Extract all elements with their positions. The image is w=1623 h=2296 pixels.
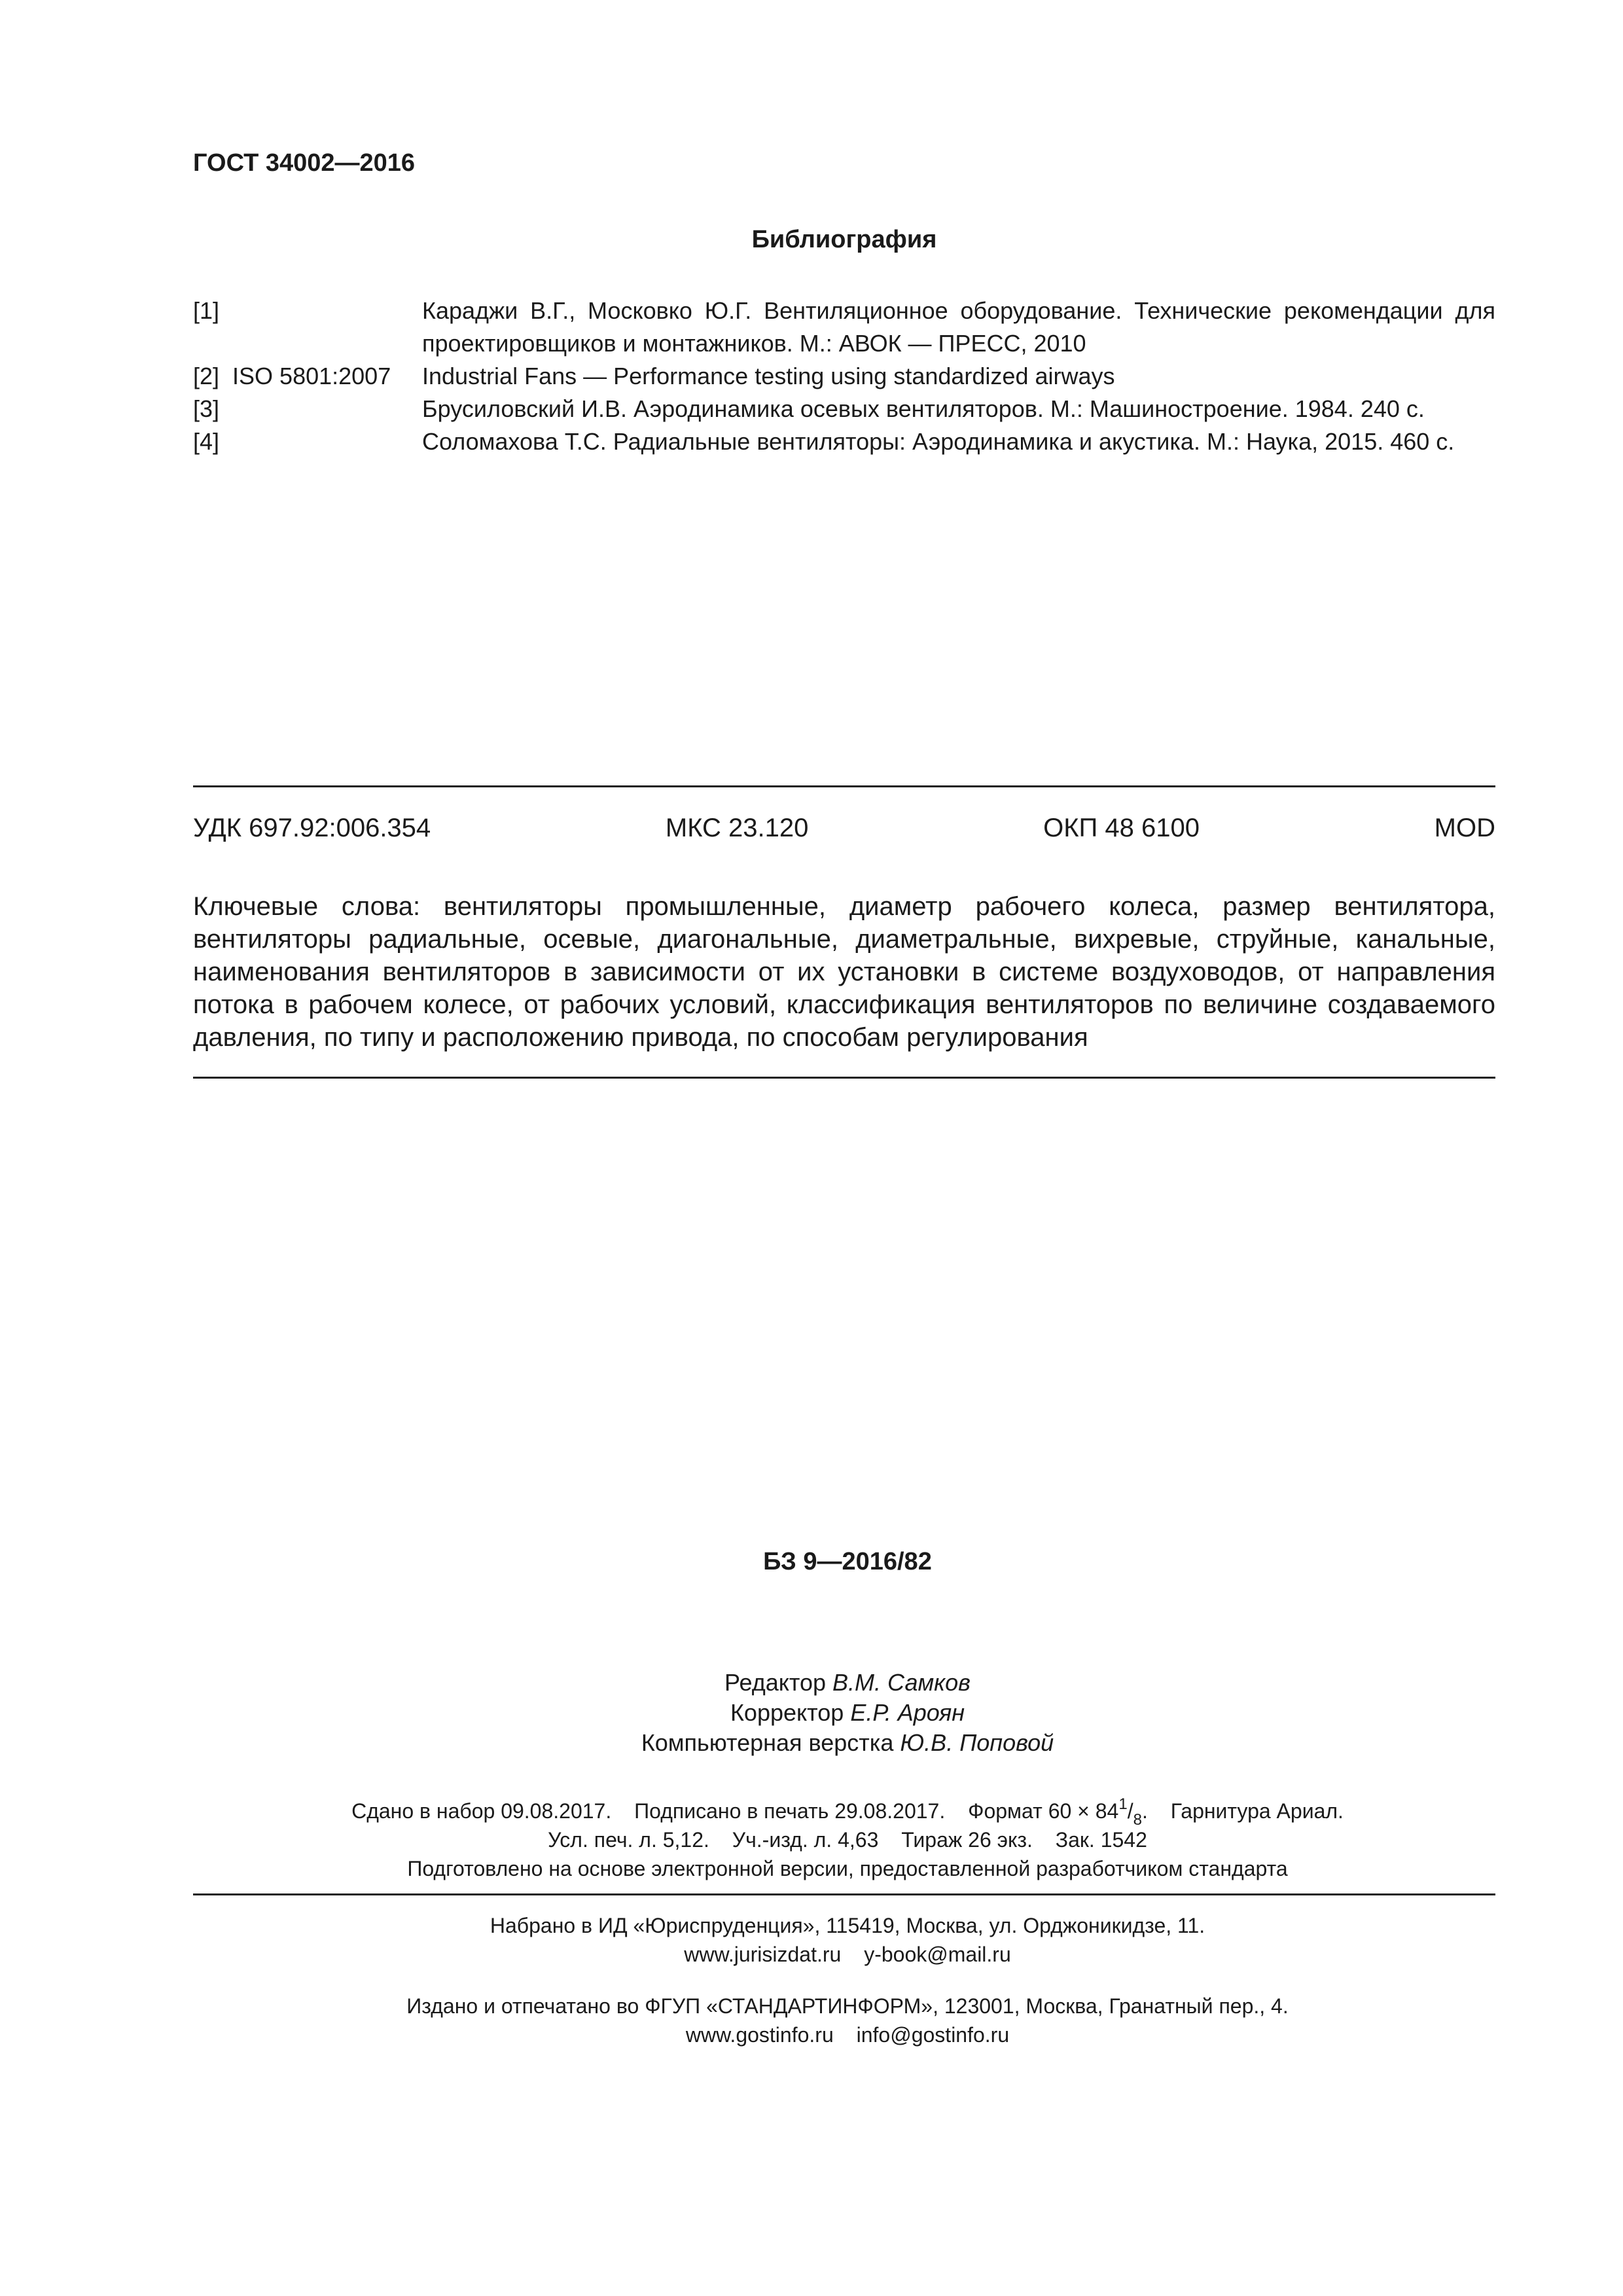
classification-codes (193, 814, 1495, 843)
bibliography-text: Соломахова Т.С. Радиальные вентиляторы: Аэродинамика и акустика. М.: Наука, 2015. 460 с. (422, 428, 1455, 455)
publisher-site-link[interactable]: www.gostinfo.ru (685, 2023, 834, 2047)
credits-block (193, 1668, 1502, 1758)
imprint-line-2 (193, 1825, 1502, 1854)
print-run: Тираж 26 экз. (901, 1828, 1033, 1852)
editor-line (193, 1668, 1502, 1698)
typeset-block (193, 1911, 1502, 1969)
bz-number: БЗ 9—2016/82 (763, 1548, 932, 1575)
bibliography-ref: [1] (193, 297, 220, 324)
bibliography-ref: [3] (193, 395, 220, 422)
divider-before-typeset (193, 1893, 1495, 1895)
corrector-line (193, 1698, 1502, 1728)
bibliography-ref: [4] (193, 428, 220, 455)
layout-name: Ю.В. Поповой (900, 1729, 1054, 1756)
bibliography-ref: [2] ISO 5801:2007 (193, 363, 391, 389)
publisher-address: Издано и отпечатано во ФГУП «СТАНДАРТИНФОРМ», 123001, Москва, Гранатный пер., 4. (406, 1994, 1289, 2018)
keywords-paragraph: Ключевые слова: вентиляторы промышленные, диаметр рабочего колеса, размер вентилятора, вентиляторы радиальные, осевые, диагональные, диаметральные, вихревые, струйные, канальные, наименования вентиляторов в зависимости от их установки в системе воздуховодов, от направления потока в рабочем колесе, от рабочих условий, классификация вентиляторов по величине создаваемого давления, по типу и расположению привода, по способам регулирования (193, 892, 1495, 1052)
format-numerator: 1 (1118, 1795, 1128, 1813)
bibliography-text: Брусиловский И.В. Аэродинамика осевых вентиляторов. М.: Машиностроение. 1984. 240 с. (422, 395, 1425, 422)
bibliography-list (193, 295, 1495, 458)
format-prefix: Формат 60 × 84 (968, 1799, 1119, 1823)
page-header-standard-number: ГОСТ 34002—2016 (193, 149, 416, 177)
bibliography-item (193, 360, 1495, 393)
bibliography-text: Караджи В.Г., Московко Ю.Г. Вентиляционное оборудование. Технические рекомендации для проектировщиков и монтажников. М.: АВОК — ПРЕСС, 2010 (422, 297, 1495, 357)
bibliography-item (193, 425, 1495, 458)
divider-top-codes (193, 785, 1495, 787)
bibliography-title: Библиография (751, 226, 937, 253)
corrector-label: Корректор (730, 1699, 844, 1726)
bibliography-item (193, 393, 1495, 425)
okp-code: ОКП 48 6100 (1043, 814, 1200, 842)
udk-code: УДК 697.92:006.354 (193, 814, 431, 842)
imprint-block (193, 1797, 1502, 1883)
print-format: Формат $60 \times 84^1/_8$. (968, 1795, 1148, 1829)
submitted-date: Сдано в набор 09.08.2017. (351, 1799, 612, 1823)
layout-label: Компьютерная верстка (641, 1729, 894, 1756)
typeset-contacts (193, 1940, 1502, 1969)
corrector-name: Е.Р. Ароян (850, 1699, 965, 1726)
signed-date: Подписано в печать 29.08.2017. (634, 1799, 946, 1823)
mks-code: МКС 23.120 (665, 814, 809, 842)
format-denominator: 8 (1133, 1811, 1142, 1829)
publisher-block (193, 1992, 1502, 2049)
editor-label: Редактор (724, 1669, 827, 1696)
order-number: Зак. 1542 (1055, 1828, 1147, 1852)
bibliography-item (193, 295, 1495, 360)
publisher-contacts (193, 2020, 1502, 2049)
typeface: Гарнитура Ариал. (1170, 1799, 1344, 1823)
layout-line (193, 1728, 1502, 1758)
publishing-sheets: Уч.-изд. л. 4,63 (732, 1828, 879, 1852)
prepared-note: Подготовлено на основе электронной версии, предоставленной разработчиком стандарта (407, 1857, 1288, 1880)
typeset-address: Набрано в ИД «Юриспруденция», 115419, Москва, ул. Орджоникидзе, 11. (490, 1914, 1205, 1937)
bibliography-text: Industrial Fans — Performance testing using standardized airways (422, 363, 1115, 389)
divider-after-keywords (193, 1077, 1495, 1079)
mod-label: MOD (1434, 814, 1495, 842)
imprint-line-1 (193, 1795, 1502, 1829)
publisher-email-link[interactable]: info@gostinfo.ru (856, 2023, 1010, 2047)
print-sheets: Усл. печ. л. 5,12. (548, 1828, 709, 1852)
typeset-site-link[interactable]: www.jurisizdat.ru (684, 1943, 842, 1966)
typeset-email-link[interactable]: y-book@mail.ru (864, 1943, 1011, 1966)
editor-name: В.М. Самков (832, 1669, 971, 1696)
